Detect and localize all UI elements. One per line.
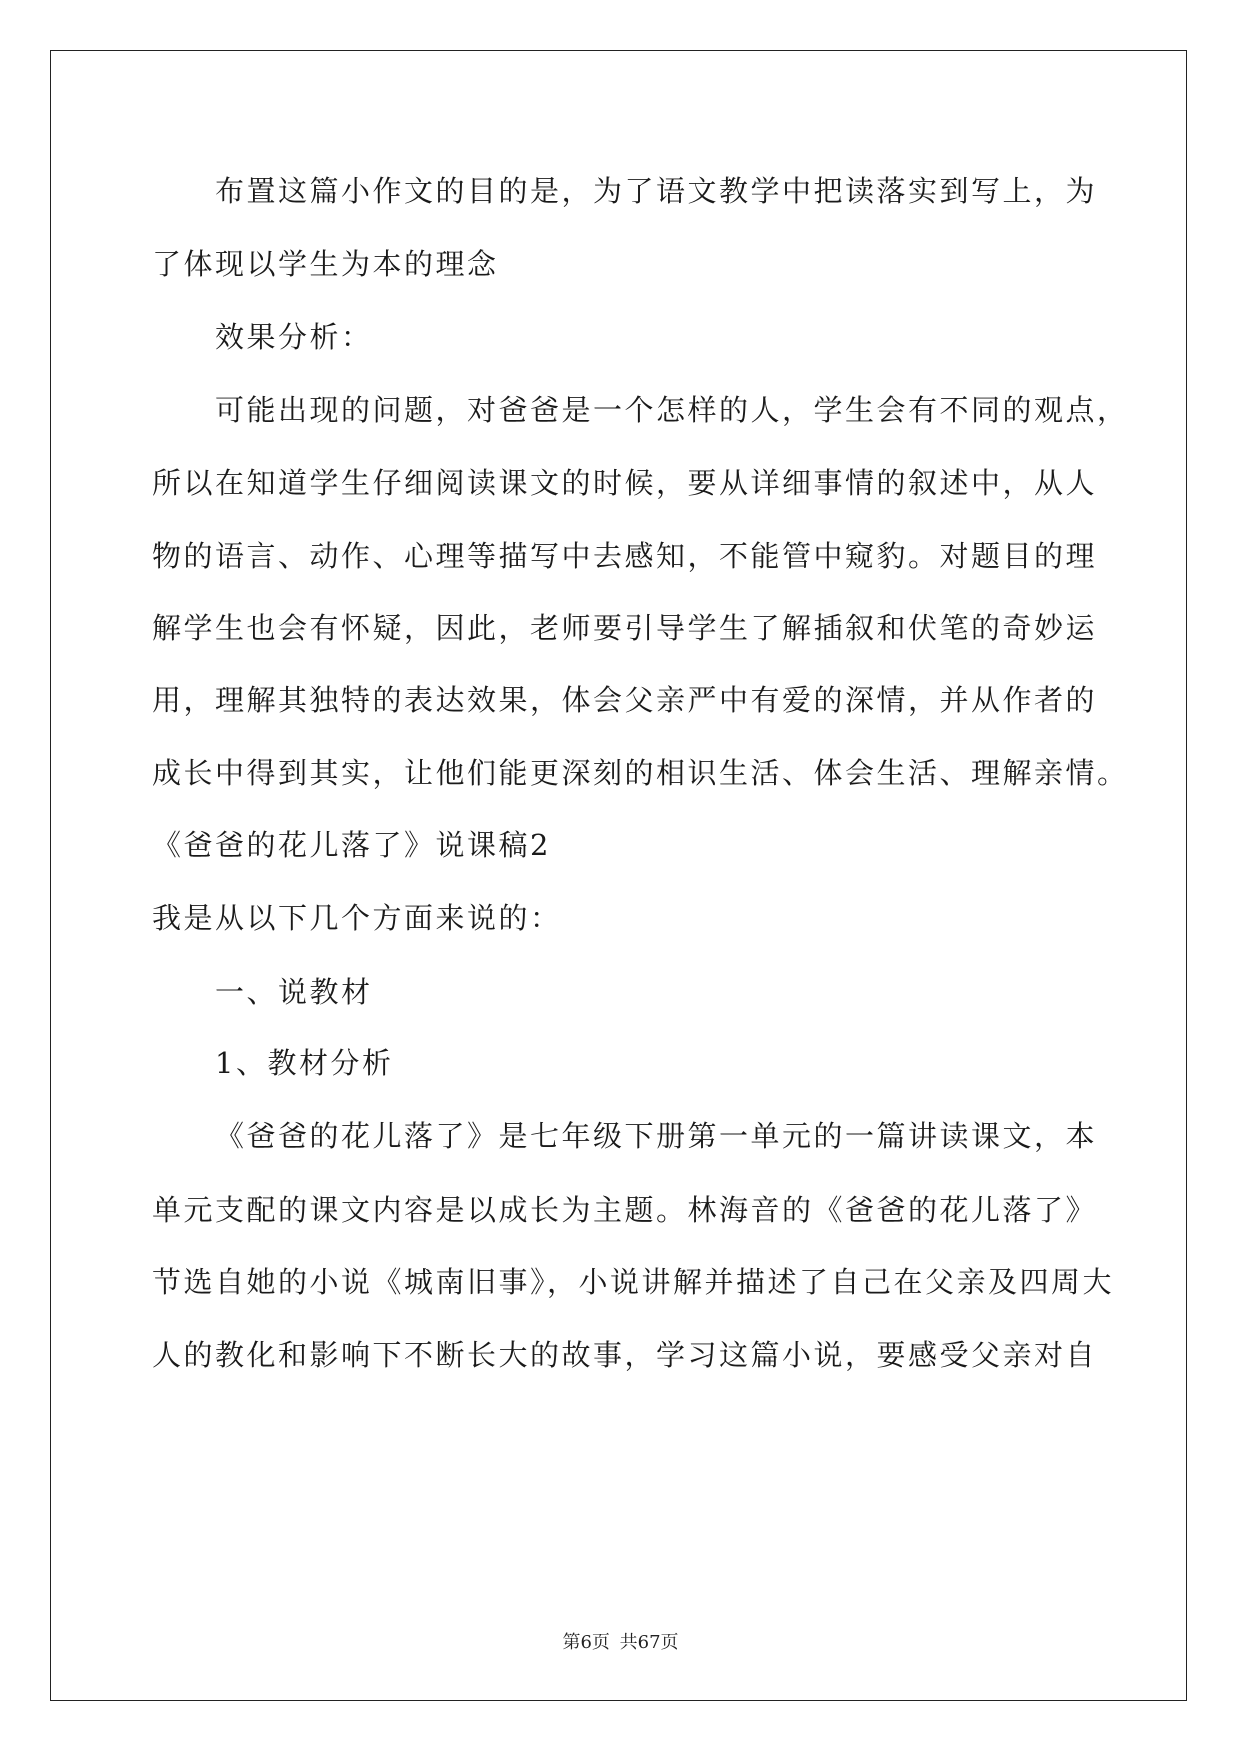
- paragraph-line: 所以在知道学生仔细阅读课文的时候，要从详细事情的叙述中，从人: [152, 466, 1098, 500]
- paragraph-line: 用，理解其独特的表达效果，体会父亲严中有爱的深情，并从作者的: [152, 683, 1098, 717]
- page-footer: [0, 1628, 1241, 1654]
- paragraph-line: 了体现以学生为本的理念: [152, 247, 499, 281]
- paragraph-line: 物的语言、动作、心理等描写中去感知，不能管中窥豹。对题目的理: [152, 539, 1098, 573]
- subsection-heading: 1、教材分析: [215, 1046, 394, 1080]
- paragraph-line: 节选自她的小说《城南旧事》，小说讲解并描述了自己在父亲及四周大: [152, 1265, 1115, 1299]
- paragraph-line: 单元支配的课文内容是以成长为主题。林海音的《爸爸的花儿落了》: [152, 1193, 1098, 1227]
- section-heading: 效果分析：: [215, 320, 373, 354]
- page-total: 共67页: [619, 1632, 679, 1653]
- paragraph-line: 人的教化和影响下不断长大的故事，学习这篇小说，要感受父亲对自: [152, 1338, 1098, 1372]
- section-heading: 一、说教材: [215, 975, 373, 1009]
- paragraph-line: 成长中得到其实，让他们能更深刻的相识生活、体会生活、理解亲情。: [152, 756, 1129, 790]
- paragraph-line: 《爸爸的花儿落了》是七年级下册第一单元的一篇讲读课文，本: [215, 1119, 1098, 1153]
- paragraph-line: 布置这篇小作文的目的是，为了语文教学中把读落实到写上，为: [215, 174, 1098, 208]
- page-border: [50, 50, 1187, 1701]
- paragraph-line: 可能出现的问题，对爸爸是一个怎样的人，学生会有不同的观点，: [215, 393, 1129, 427]
- paragraph-line: 解学生也会有怀疑，因此，老师要引导学生了解插叙和伏笔的奇妙运: [152, 611, 1098, 645]
- paragraph-line: 我是从以下几个方面来说的：: [152, 901, 562, 935]
- page-number: 第6页: [562, 1632, 610, 1653]
- document-title: 《爸爸的花儿落了》说课稿2: [152, 828, 551, 862]
